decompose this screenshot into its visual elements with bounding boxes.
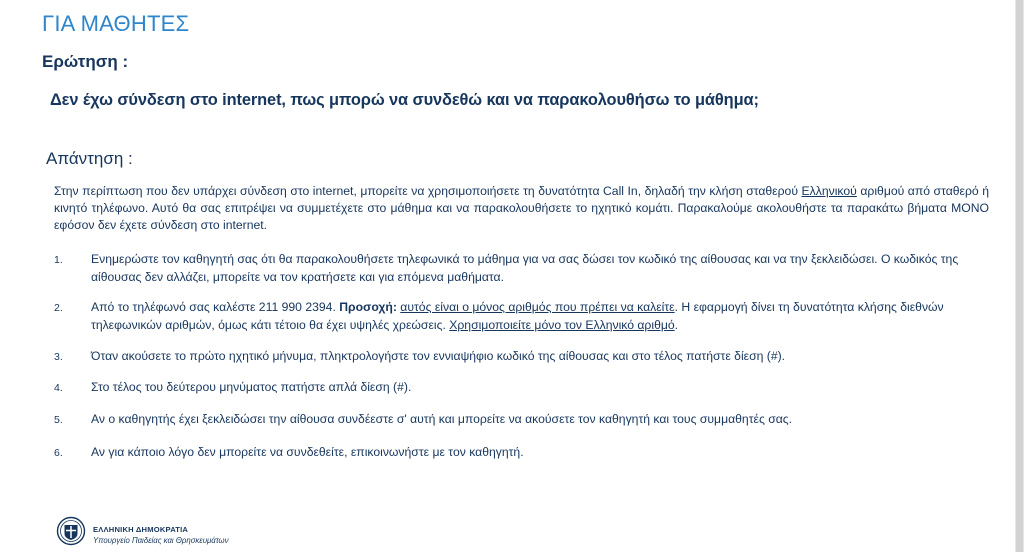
ministry-name: Υπουργείο Παιδείας και Θρησκευμάτων	[93, 536, 229, 545]
list-item-number: 2.	[54, 302, 63, 314]
list-item-text: Αν ο καθηγητής έχει ξεκλειδώσει την αίθουσα συνδέεστε σ' αυτή και μπορείτε να ακούσετε τον καθηγητή και τους συμμαθητές σας.	[91, 412, 793, 426]
greek-emblem-icon	[56, 516, 86, 546]
step2-text-b: . Η εφαρμογή δίνει τη δυνατότητα κλήσης διεθνών τηλεφωνικών αριθμών, όμως κάτι τέτοιο θα έχει υψηλές χρεώσεις.	[91, 300, 944, 332]
list-item-number: 6.	[54, 447, 63, 459]
step2-text-a: Από το τηλέφωνό σας καλέστε 211 990 2394.	[91, 300, 340, 314]
list-item-number: 1.	[54, 254, 63, 266]
step2-text-c: .	[674, 318, 679, 332]
intro-text-part1: Στην περίπτωση που δεν υπάρχει σύνδεση στο internet, μπορείτε να χρησιμοποιήσετε τη δυνατότητα Call In, δηλαδή την κλήση σταθερού	[54, 184, 802, 198]
answer-label: Απάντηση :	[46, 149, 133, 168]
intro-text-part2: αριθμού από σταθερό ή κινητό τηλέφωνο. Αυτό θα σας επιτρέψει να συμμετέχετε στο μάθημα και να παρακολουθήσετε το ηχητικό κομάτι. Παρακαλούμε ακολουθήστε τα παρακάτω βήματα ΜΟΝΟ εφόσον δεν έχετε σύνδεση στο internet.	[54, 184, 989, 232]
scrollbar-track[interactable]	[1015, 0, 1024, 552]
intro-underlined-word: Ελληνικού	[801, 184, 857, 198]
list-item-number: 5.	[54, 414, 63, 426]
footer-logo	[56, 516, 296, 552]
government-name: ΕΛΛΗΝΙΚΗ ΔΗΜΟΚΡΑΤΙΑ	[93, 525, 189, 534]
list-item-text: Στο τέλος του δεύτερου μηνύματος πατήστε απλά δίεση (#).	[91, 380, 412, 394]
list-item-text: Ενημερώστε τον καθηγητή σας ότι θα παρακολουθήσετε τηλεφωνικά το μάθημα για να σας δώσει τον κωδικό της αίθουσας και να την ξεκλειδώσει. Ο κωδικός της αίθουσας δεν αλλάζει, μπορείτε να τον κρατήσετε και για επόμενα μαθήματα.	[91, 252, 959, 284]
question-text: Δεν έχω σύνδεση στο internet, πως μπορώ να συνδεθώ και να παρακολουθήσω το μάθημα;	[50, 91, 759, 109]
question-label: Ερώτηση :	[42, 52, 129, 71]
scrollbar-thumb[interactable]	[1016, 0, 1023, 552]
page-title: ΓΙΑ ΜΑΘΗΤΕΣ	[42, 11, 190, 36]
step2-underline-1: αυτός είναι ο μόνος αριθμός που πρέπει να καλείτε	[400, 300, 675, 314]
list-item-text	[91, 298, 991, 334]
step2-underline-2: Χρησιμοποιείτε μόνο τον Ελληνικό αριθμό	[449, 318, 675, 332]
list-item-number: 4.	[54, 382, 63, 394]
step2-warning-label: Προσοχή:	[339, 300, 397, 314]
list-item-number: 3.	[54, 351, 63, 363]
list-item-text: Όταν ακούσετε το πρώτο ηχητικό μήνυμα, πληκτρολογήστε τον εννιαψήφιο κωδικό της αίθουσας και στο τέλος πατήστε δίεση (#).	[91, 349, 786, 363]
list-item-text: Αν για κάποιο λόγο δεν μπορείτε να συνδεθείτε, επικοινωνήστε με τον καθηγητή.	[91, 445, 524, 459]
answer-intro	[54, 183, 989, 234]
